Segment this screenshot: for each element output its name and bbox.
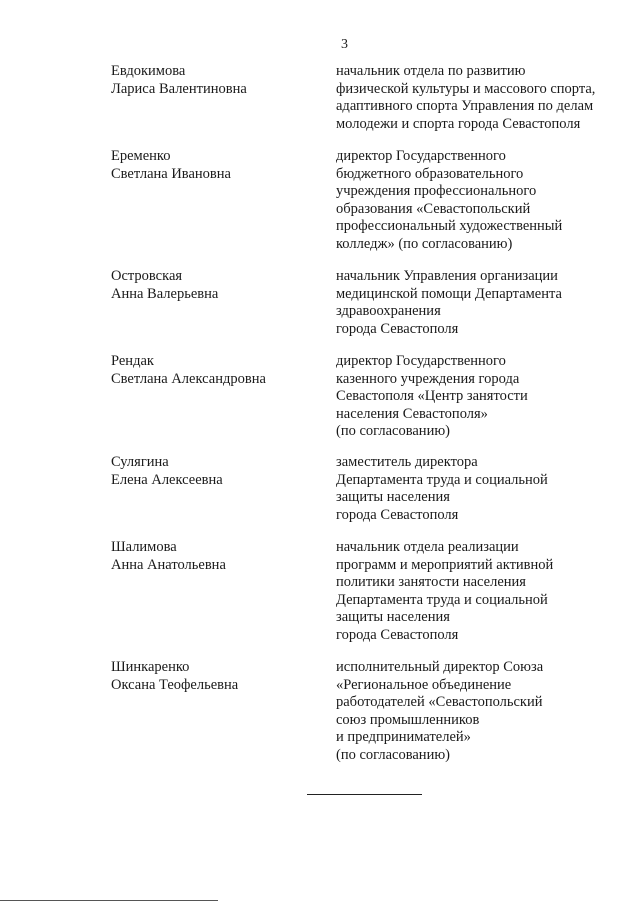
position-line: начальник Управления организации <box>336 268 558 284</box>
member-position <box>336 454 626 524</box>
position-line: населения Севастополя» <box>336 405 488 422</box>
position-line: профессиональный художественный <box>336 218 563 234</box>
surname: Шалимова <box>111 539 177 555</box>
position-line: города Севастополя <box>336 626 459 643</box>
position-line: физической культуры и массового спорта, <box>336 80 596 97</box>
position-line: начальник отдела по развитию <box>336 63 526 79</box>
member-position <box>336 268 626 338</box>
position-line: (по согласованию) <box>336 746 450 763</box>
position-line: медицинской помощи Департамента <box>336 285 562 302</box>
position-line: Департамента труда и социальной <box>336 471 548 488</box>
footer-divider <box>0 900 218 901</box>
position-line: молодежи и спорта города Севастополя <box>336 115 581 132</box>
surname: Островская <box>111 268 183 284</box>
member-name <box>111 148 321 183</box>
given-names: Анна Анатольевна <box>111 556 226 573</box>
member-position <box>336 63 626 133</box>
position-line: «Региональное объединение <box>336 676 512 693</box>
position-line: защиты населения <box>336 489 450 505</box>
member-position <box>336 659 626 764</box>
position-line: казенного учреждения города <box>336 370 520 387</box>
given-names: Светлана Александровна <box>111 370 266 387</box>
position-line: Департамента труда и социальной <box>336 591 548 608</box>
position-line: работодателей «Севастопольский <box>336 694 543 710</box>
position-line: начальник отдела реализации <box>336 539 519 555</box>
member-position <box>336 148 626 253</box>
given-names: Светлана Ивановна <box>111 165 231 182</box>
position-line: программ и мероприятий активной <box>336 556 554 573</box>
position-line: города Севастополя <box>336 506 459 523</box>
position-line: города Севастополя <box>336 320 459 337</box>
member-name <box>111 659 321 694</box>
position-line: политики занятости населения <box>336 574 526 590</box>
given-names: Елена Алексеевна <box>111 471 223 488</box>
position-line: адаптивного спорта Управления по делам <box>336 98 594 114</box>
surname: Евдокимова <box>111 63 186 79</box>
surname: Еременко <box>111 148 171 164</box>
position-line: колледж» (по согласованию) <box>336 235 513 252</box>
member-name <box>111 454 321 489</box>
position-line: исполнительный директор Союза <box>336 659 544 675</box>
position-line: учреждения профессионального <box>336 183 537 199</box>
position-line: заместитель директора <box>336 454 478 470</box>
position-line: (по согласованию) <box>336 423 450 439</box>
member-name <box>111 63 321 98</box>
position-line: здравоохранения <box>336 303 441 319</box>
position-line: и предпринимателей» <box>336 729 471 745</box>
closing-divider <box>307 794 422 795</box>
member-name <box>111 268 321 303</box>
page-number: 3 <box>341 37 348 52</box>
position-line: бюджетного образовательного <box>336 165 524 182</box>
surname: Сулягина <box>111 454 169 470</box>
position-line: Севастополя «Центр занятости <box>336 388 528 404</box>
member-name <box>111 539 321 574</box>
member-name <box>111 353 321 388</box>
given-names: Оксана Теофельевна <box>111 676 239 693</box>
position-line: образования «Севастопольский <box>336 200 531 217</box>
position-line: директор Государственного <box>336 148 506 164</box>
position-line: защиты населения <box>336 609 450 625</box>
given-names: Лариса Валентиновна <box>111 80 247 97</box>
position-line: директор Государственного <box>336 353 506 369</box>
member-position <box>336 539 626 644</box>
surname: Рендак <box>111 353 154 369</box>
given-names: Анна Валерьевна <box>111 285 219 302</box>
member-position <box>336 353 626 441</box>
surname: Шинкаренко <box>111 659 190 675</box>
position-line: союз промышленников <box>336 711 480 728</box>
